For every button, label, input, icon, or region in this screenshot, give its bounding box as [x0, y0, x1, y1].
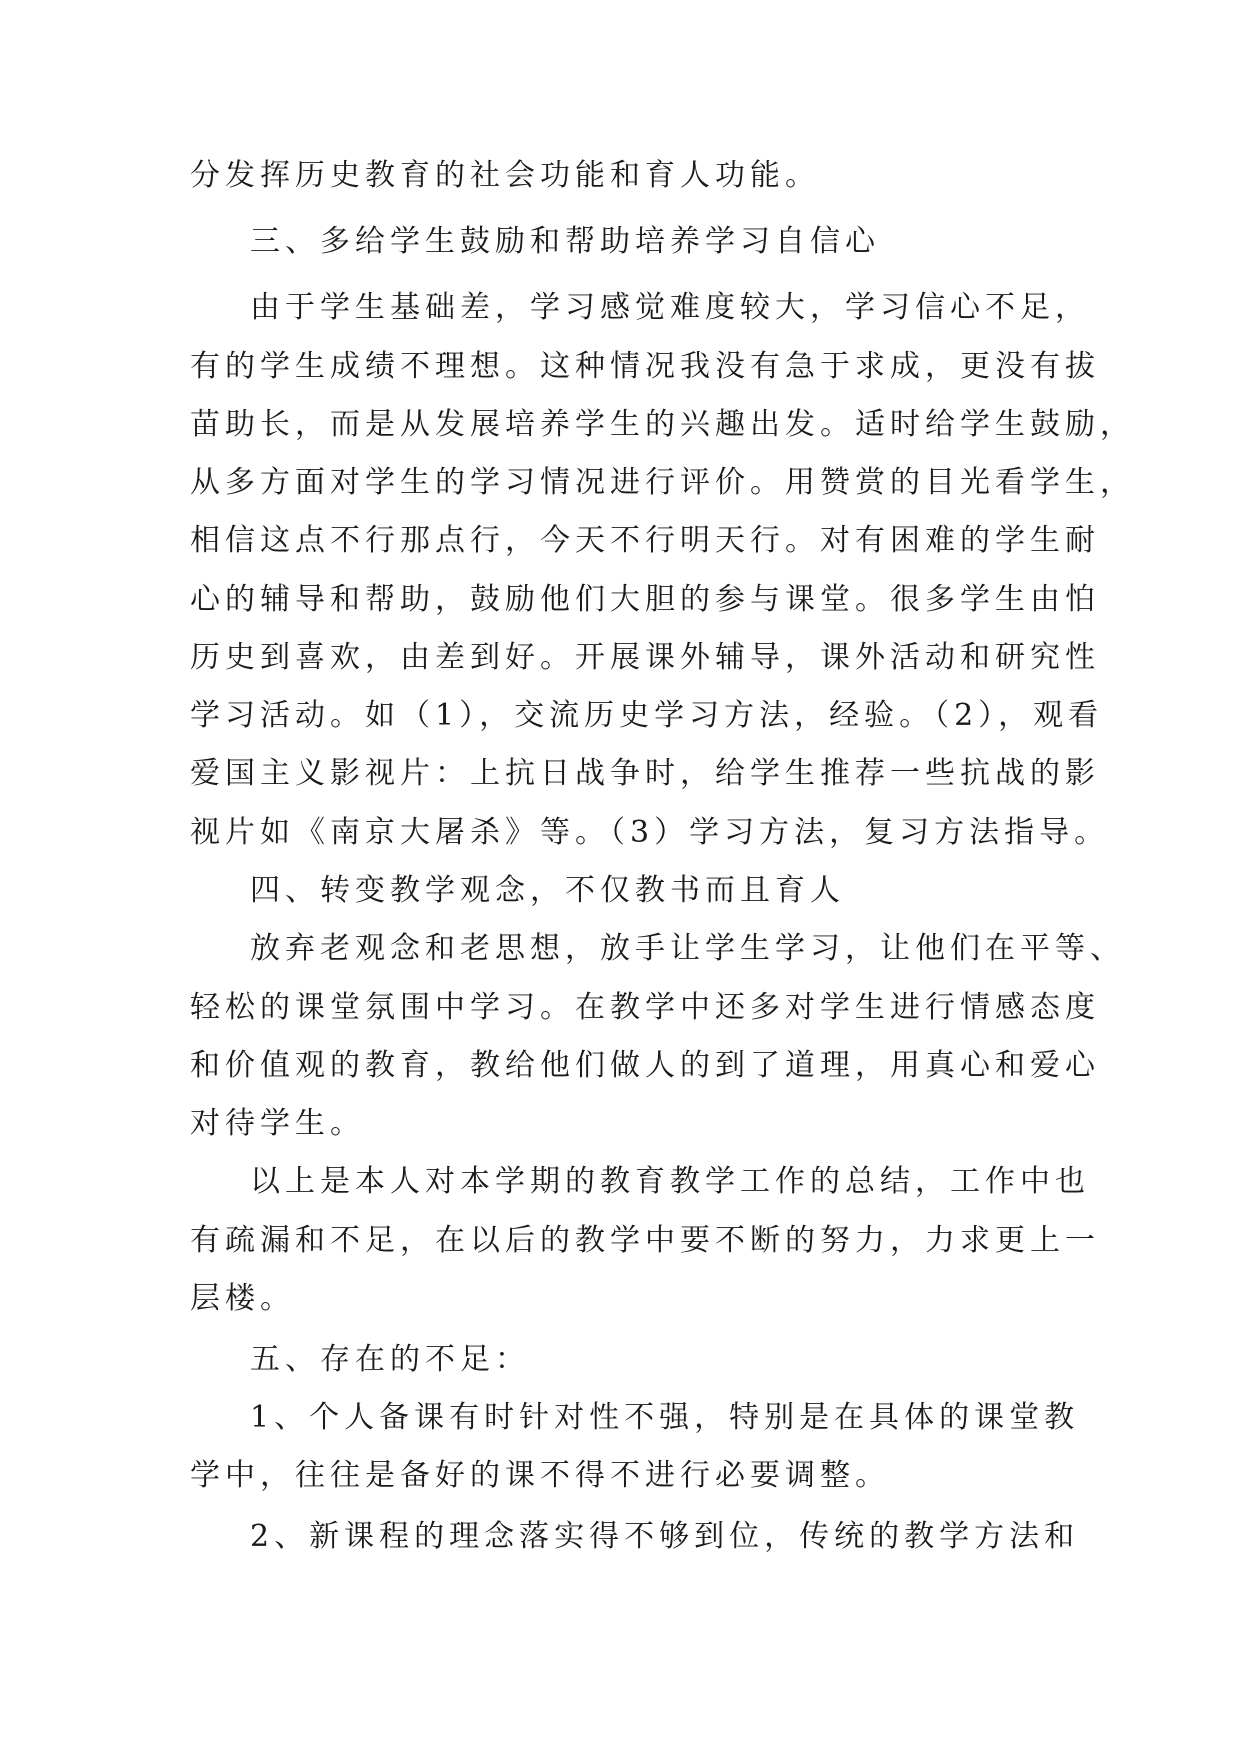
paragraph-line: 爱国主义影视片：上抗日战争时，给学生推荐一些抗战的影: [190, 756, 1100, 791]
paragraph-line: 1、个人备课有时针对性不强，特别是在具体的课堂教: [250, 1400, 1080, 1435]
paragraph-line: 历史到喜欢，由差到好。开展课外辅导，课外活动和研究性: [190, 640, 1100, 675]
paragraph-line: 有的学生成绩不理想。这种情况我没有急于求成，更没有拔: [190, 349, 1100, 384]
paragraph-line: 学习活动。如（1），交流历史学习方法，经验。（2），观看: [190, 698, 1104, 733]
paragraph-line: 苗助长，而是从发展培养学生的兴趣出发。适时给学生鼓励，: [190, 407, 1135, 442]
paragraph-line: 以上是本人对本学期的教育教学工作的总结，工作中也: [250, 1164, 1090, 1199]
paragraph-line: 2、新课程的理念落实得不够到位，传统的教学方法和: [250, 1519, 1080, 1554]
section-heading-4: 四、转变教学观念，不仅教书而且育人: [250, 873, 845, 908]
paragraph-line: 相信这点不行那点行，今天不行明天行。对有困难的学生耐: [190, 523, 1100, 558]
paragraph-line: 由于学生基础差，学习感觉难度较大，学习信心不足，: [250, 290, 1090, 325]
paragraph-line: 有疏漏和不足，在以后的教学中要不断的努力，力求更上一: [190, 1223, 1100, 1258]
paragraph-line: 层楼。: [190, 1281, 295, 1316]
section-heading-3: 三、多给学生鼓励和帮助培养学习自信心: [250, 224, 880, 259]
paragraph-line: 和价值观的教育，教给他们做人的到了道理，用真心和爱心: [190, 1048, 1100, 1083]
paragraph-line: 视片如《南京大屠杀》等。（3）学习方法，复习方法指导。: [190, 815, 1110, 850]
paragraph-line: 分发挥历史教育的社会功能和育人功能。: [190, 158, 820, 193]
paragraph-line: 放弃老观念和老思想，放手让学生学习，让他们在平等、: [250, 931, 1125, 966]
paragraph-line: 对待学生。: [190, 1106, 365, 1141]
paragraph-line: 学中，往往是备好的课不得不进行必要调整。: [190, 1458, 890, 1493]
paragraph-line: 从多方面对学生的学习情况进行评价。用赞赏的目光看学生，: [190, 465, 1135, 500]
paragraph-line: 轻松的课堂氛围中学习。在教学中还多对学生进行情感态度: [190, 990, 1100, 1025]
paragraph-line: 心的辅导和帮助，鼓励他们大胆的参与课堂。很多学生由怕: [190, 582, 1100, 617]
section-heading-5: 五、存在的不足：: [250, 1342, 530, 1377]
